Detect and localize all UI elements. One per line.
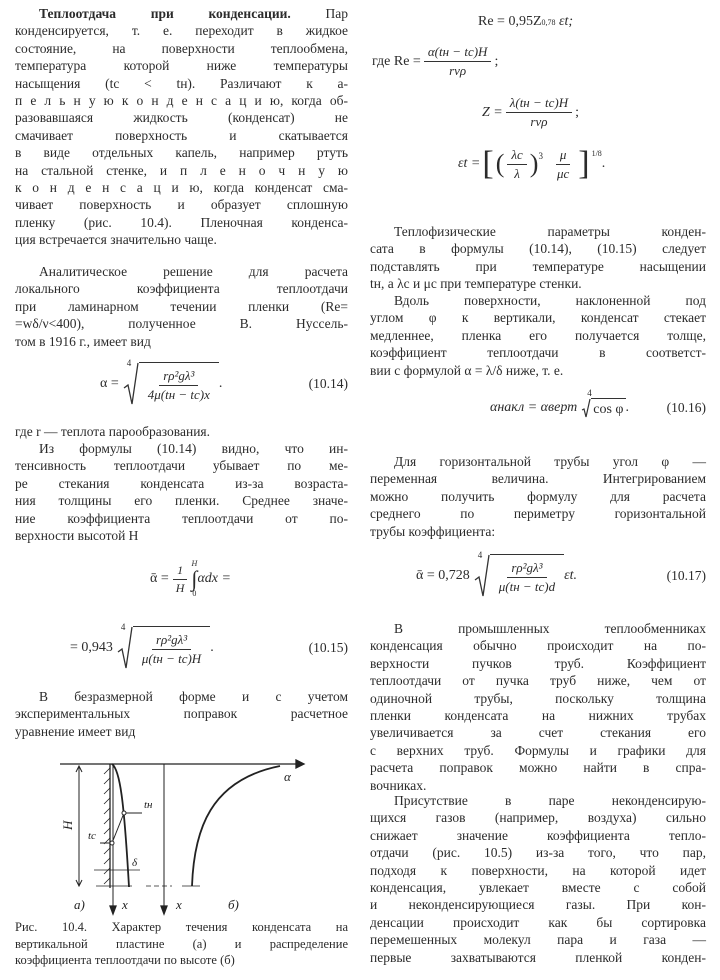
text-line: вертикальной пластине (а) и распределение bbox=[15, 936, 348, 951]
denominator: λ bbox=[514, 165, 520, 181]
formula-lhs: = 0,943 bbox=[70, 640, 113, 655]
numerator: 1 bbox=[173, 563, 187, 580]
text-line: том в 1916 г., имеет вид bbox=[15, 333, 151, 349]
formula-tail: ; bbox=[494, 53, 499, 69]
film-boundary bbox=[112, 764, 129, 887]
text-line: Теплофизические параметры конден- bbox=[394, 224, 706, 239]
formula-lhs: ᾱ = 0,728 bbox=[416, 568, 470, 583]
text-line: денсации происходит как бы сортировка bbox=[370, 914, 706, 930]
formula-10-17 bbox=[416, 550, 706, 598]
integral-sign: H ∫ 0 bbox=[191, 559, 198, 598]
text-line: конденсируется, т. е. переходит в жидкое bbox=[15, 23, 348, 39]
text-line: трубы коэффициента: bbox=[370, 523, 496, 539]
text-line: Аналитическое решение для расчета bbox=[39, 264, 348, 279]
paragraph-where-r bbox=[15, 423, 348, 440]
denominator: rνρ bbox=[530, 114, 548, 129]
paragraph-analytic-solution bbox=[15, 263, 348, 350]
equation-number: (10.15) bbox=[308, 640, 348, 655]
wall-hatching bbox=[104, 768, 110, 884]
denominator: 4μ(tн − tс)x bbox=[147, 387, 210, 402]
text-line: верхности высотой H bbox=[15, 527, 139, 543]
text-line: ние коэффициента теплоотдачи от по- bbox=[15, 510, 348, 526]
text-line: щихся газов (например, воздуха) сильно bbox=[370, 810, 706, 826]
text-line: сата в формулы (10.14), (10.15) следует bbox=[370, 241, 706, 257]
text-line: ре стекания конденсата из-за возраста- bbox=[15, 475, 348, 491]
text-line: медленнее, пленка его получается толще, bbox=[370, 327, 706, 343]
root-sign bbox=[581, 388, 625, 418]
root-index: 4 bbox=[587, 388, 592, 398]
text-line: Присутствие в паре неконденсирую- bbox=[394, 793, 706, 808]
equation-number: (10.16) bbox=[666, 400, 706, 415]
exponent: 0,78 bbox=[541, 17, 556, 27]
integrand: αdx = bbox=[197, 571, 231, 586]
root-index: 4 bbox=[126, 358, 132, 368]
formula-10-14 bbox=[100, 358, 348, 406]
formula-10-16 bbox=[490, 388, 706, 418]
formula-re-definition bbox=[372, 44, 498, 79]
text-line: тенсивность теплоотдачи убывает по ме- bbox=[15, 458, 348, 474]
text-span: Пар bbox=[325, 6, 349, 21]
text-line: коэффициента теплоотдачи по высоте (б) bbox=[15, 953, 235, 967]
numerator: rρ²gλ³ bbox=[159, 368, 198, 386]
formula-lhs: Z = bbox=[482, 104, 503, 120]
radicand: cos φ bbox=[591, 398, 625, 418]
text-line: подставлять при температуре насыщении bbox=[370, 258, 706, 274]
integral-lower: 0 bbox=[192, 589, 197, 598]
text-line: пленки конденсата на нижних трубах bbox=[370, 707, 706, 723]
text-line: где r — теплота парообразования. bbox=[15, 424, 211, 439]
text-line: снижает значение коэффициента тепло- bbox=[370, 827, 706, 843]
text-line: с верхних труб. Формулы и графики для bbox=[370, 742, 706, 758]
formula-tail: εt. bbox=[564, 568, 578, 583]
formula-tail: ; bbox=[575, 104, 580, 120]
text-line: Вдоль поверхности, наклоненной под bbox=[394, 293, 706, 308]
equation-number: (10.14) bbox=[308, 376, 348, 391]
formula-lhs: ᾱ = bbox=[150, 571, 169, 586]
text-line: Из формулы (10.14) видно, что ин- bbox=[39, 441, 348, 456]
root-sign bbox=[123, 358, 219, 406]
numerator: rρ²gλ³ bbox=[152, 632, 191, 650]
text-line: насыщения (tс < tн). Различают к а- bbox=[15, 75, 348, 91]
paragraph-from-formula bbox=[15, 440, 348, 544]
left-column bbox=[15, 0, 348, 980]
text-line: уравнение имеет вид bbox=[15, 723, 136, 739]
paragraph-condensation-intro bbox=[15, 5, 348, 248]
text-line: перемешенных молекул пара и газа — bbox=[370, 932, 706, 948]
denominator: μ(tн − tс)H bbox=[141, 651, 202, 666]
formula-lhs: αнакл = αверт bbox=[490, 400, 578, 415]
text-line: можно получить формулу для расчета bbox=[370, 488, 706, 504]
text-line: среднего по периметру горизонтальной bbox=[370, 506, 706, 522]
denominator: H bbox=[175, 580, 185, 595]
label-part-a: а) bbox=[74, 897, 85, 912]
label-alpha: α bbox=[284, 769, 291, 784]
formula-eps: εt = [ ( $\frac{\lambda с}{\lambda}$ ) $^3$ $\frac{\mu}{\mu с}$ ] $^{1/8}$ . bbox=[458, 145, 606, 182]
text-line: ния толщины его пленки. Среднее значе- bbox=[15, 493, 348, 509]
text-line: локального коэффициента теплоотдачи bbox=[15, 281, 348, 297]
text-line: температура которой ниже температуры bbox=[15, 58, 348, 74]
text-line: ция встречается значительно чаще. bbox=[15, 232, 217, 248]
text-line: к о н д е н с а ц и ю, когда конденсат сма- bbox=[15, 179, 348, 195]
formula-lhs: εt = bbox=[458, 156, 481, 171]
paragraph-horizontal-tube bbox=[370, 453, 706, 540]
formula-lhs: α = bbox=[100, 376, 119, 391]
formula-text: Re = 0,95Z bbox=[478, 14, 542, 29]
formula-tail: . bbox=[601, 156, 606, 171]
exponent: 1/8 bbox=[591, 149, 602, 158]
alpha-curve bbox=[192, 766, 280, 886]
root-sign bbox=[474, 550, 564, 598]
arrow-head bbox=[296, 760, 304, 768]
label-t-saturation: tн bbox=[144, 799, 153, 811]
text-line: подходя к поверхности, на которой идет bbox=[370, 862, 706, 878]
numerator: λс bbox=[507, 147, 526, 165]
label-x-a: x bbox=[122, 897, 128, 912]
text-line: =wδ/ν<400), полученное В. Нуссель- bbox=[15, 316, 348, 332]
formula-tail: . bbox=[210, 640, 214, 655]
integral-upper: H bbox=[191, 559, 198, 568]
text-line: увеличивается за счет стекания его bbox=[370, 725, 706, 741]
text-line: конденсация, увлекает вместе с собой bbox=[370, 879, 706, 895]
formula-re bbox=[478, 14, 573, 30]
figure-caption bbox=[15, 919, 348, 969]
formula-tail: εt; bbox=[559, 14, 574, 29]
paragraph-dimensionless bbox=[15, 688, 348, 740]
text-line: В промышленных теплообменниках bbox=[394, 621, 706, 636]
text-line: разовавшаяся жидкость (конденсат) не bbox=[15, 110, 348, 126]
text-line: углом φ к вертикали, конденсат стекает bbox=[370, 310, 706, 326]
text-line: Рис. 10.4. Характер течения конденсата на bbox=[15, 920, 348, 934]
numerator: α(tн − tс)H bbox=[424, 44, 492, 62]
figure-10-4 bbox=[0, 745, 360, 920]
exponent: 3 bbox=[538, 151, 543, 161]
label-height: H bbox=[60, 820, 75, 830]
text-line: Для горизонтальной трубы угол φ — bbox=[394, 454, 706, 469]
formula-tail: . bbox=[625, 400, 629, 415]
label-t-wall: tс bbox=[88, 830, 96, 842]
text-line: на стальной стенке, и п л е н о ч н у ю bbox=[15, 162, 348, 178]
text-line: п е л ь н у ю к о н д е н с а ц и ю, когда об- bbox=[15, 92, 348, 108]
text-line: переменная величина. Интегрированием bbox=[370, 471, 706, 487]
root-sign bbox=[117, 622, 210, 670]
formula-z bbox=[482, 95, 579, 130]
text-line: одиночной трубы, поскольку толщина bbox=[370, 690, 706, 706]
paragraph-inclined-surface bbox=[370, 292, 706, 379]
text-line: первые захватываются пленкой конден- bbox=[370, 949, 706, 965]
text-line: и неконденсирующиеся газы. При кон- bbox=[370, 897, 706, 913]
text-line: расчета поправок можно найти в спра- bbox=[370, 760, 706, 776]
formula-mean-integral bbox=[150, 560, 231, 598]
text-line: tн, а λс и μс при температуре стенки. bbox=[370, 276, 582, 292]
numerator: λ(tн − tс)H bbox=[506, 95, 572, 113]
right-column bbox=[370, 0, 706, 980]
text-line: коэффициент теплоотдачи в соответст- bbox=[370, 345, 706, 361]
text-line: в виде отдельных капель, например ртуть bbox=[15, 145, 348, 161]
formula-10-15 bbox=[70, 622, 348, 670]
label-x-b: x bbox=[176, 897, 182, 912]
root-index: 4 bbox=[120, 622, 126, 632]
section-heading: Теплоотдача при конденсации. bbox=[39, 6, 291, 21]
text-line: конденсация обычно происходит на по- bbox=[370, 638, 706, 654]
text-line: пленку (рис. 10.4). Пленочная конденса- bbox=[15, 214, 348, 230]
text-line: состояние, на поверхности теплообмена, bbox=[15, 40, 348, 56]
denominator: μс bbox=[556, 165, 570, 181]
text-line: экспериментальных поправок расчетное bbox=[15, 706, 348, 722]
temperature-profile bbox=[112, 813, 124, 843]
formula-tail: . bbox=[218, 376, 223, 391]
label-delta: δ bbox=[132, 857, 138, 869]
text-line: чивает поверхность и образует сплошную bbox=[15, 197, 348, 213]
text-line: смачивает поверхность и скатывается bbox=[15, 127, 348, 143]
paragraph-industrial-exchangers bbox=[370, 620, 706, 794]
numerator: μ bbox=[556, 147, 571, 165]
denominator: μ(tн − tс)d bbox=[498, 579, 556, 594]
text-line: вочниках. bbox=[370, 777, 427, 793]
text-line: теплоотдачи от пучка труб ниже, чем от bbox=[370, 673, 706, 689]
label-part-b: б) bbox=[228, 897, 239, 912]
text-line: вии с формулой α = λ/δ ниже, т. е. bbox=[370, 362, 564, 378]
numerator: rρ²gλ³ bbox=[507, 560, 546, 578]
text-line: В безразмерной форме и с учетом bbox=[39, 689, 348, 704]
equation-number: (10.17) bbox=[666, 568, 706, 583]
text-line bbox=[15, 5, 348, 22]
text-line: отдачи (рис. 10.5) из-за того, что пар, bbox=[370, 845, 706, 861]
denominator: rνρ bbox=[449, 63, 467, 78]
paragraph-noncondensable-gases bbox=[370, 792, 706, 966]
text-line: при ламинарном течении пленки (Re= bbox=[15, 298, 348, 314]
text-line: верхности пучков труб. Коэффициент bbox=[370, 655, 706, 671]
root-index: 4 bbox=[477, 550, 483, 560]
formula-lhs: где Re = bbox=[372, 53, 421, 69]
paragraph-thermophysical bbox=[370, 223, 706, 293]
